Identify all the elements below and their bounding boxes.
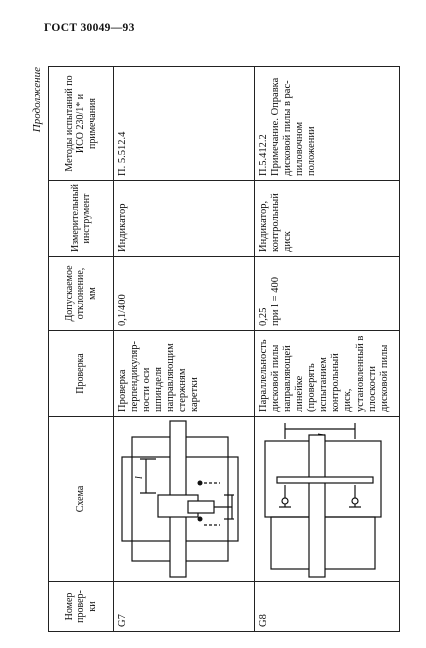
tolerance-value: 0,25 при l = 400 [255,257,400,331]
tolerance-value: 0,1/400 [114,257,255,331]
instrument-name: Индикатор [114,181,255,257]
table-row [114,67,255,632]
schema-dimension-label: l [317,433,328,436]
col-header-instrument: Измерительный инструмент [49,181,114,257]
rotated-table-region [31,62,390,632]
instrument-name: Индикатор, контрольный диск [255,181,400,257]
schema-cell [255,417,400,582]
check-description: Проверка перпендикуляр-ности оси шпинделя направляющим стержням каретки [114,331,255,417]
check-number: G8 [255,582,400,632]
col-header-tolerance: Допускаемое отклонение, мм [49,257,114,331]
table-row [255,67,400,632]
col-header-number: Номер провер-ки [49,582,114,632]
method-reference: П.5.412.2 Примечание. Оправка дисковой пилы в рас-пиловочном положении [255,67,400,181]
schema-drawing-g8 [257,419,389,579]
table-header-row [49,67,114,632]
check-description: Параллельность дисковой пилы направляющей линейке (проверять испытанием контрольный диск, установленный в плоскости дисковой пилы [255,331,400,417]
col-header-check: Проверка [49,331,114,417]
schema-cell [114,417,255,582]
method-reference: П. 5.512.4 [114,67,255,181]
inspection-table [48,66,400,632]
col-header-method: Методы испытаний по ИСО 230/1* и примечания [49,67,114,181]
col-header-schema: Схема [49,417,114,582]
schema-drawing-g7 [116,419,244,579]
schema-dimension-label: l [134,476,145,479]
check-number: G7 [114,582,255,632]
standard-header: ГОСТ 30049—93 [44,22,135,34]
continuation-label: Продолжение [31,67,43,133]
